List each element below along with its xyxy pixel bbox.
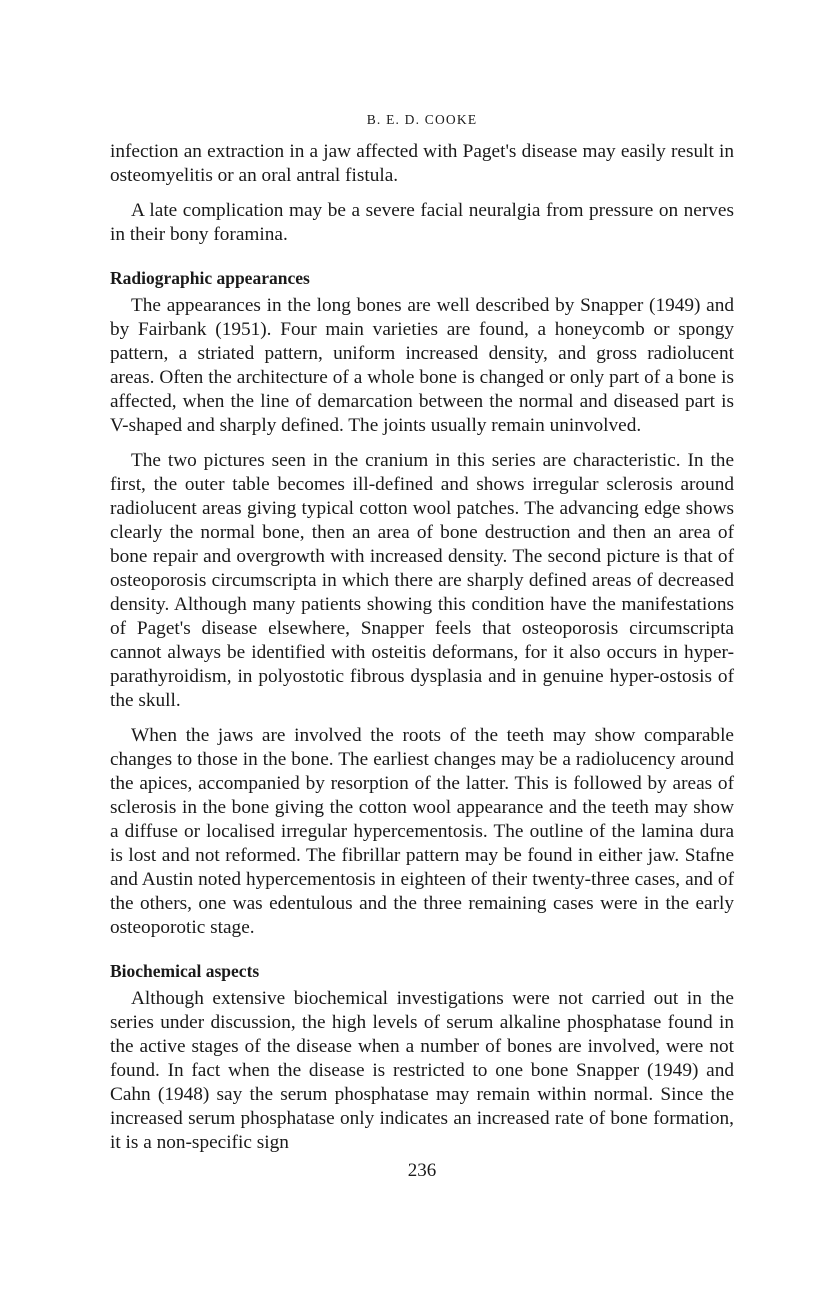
paragraph-biochemical: Although extensive biochemical investigations were not carried out in the series under discussion, the high levels of serum alkaline phosphatase found in the active stages of the disease when a number of bones are involved, were not found. In fact when the disease is restricted to one bone Snapper (1949) and Cahn (1948) say the serum phosphatase may remain within normal. Since the increased serum phosphatase only indicates an increased rate of bone formation, it is a non-specific sign — [110, 988, 734, 1153]
body-text — [110, 140, 734, 1166]
paragraph-jaws: When the jaws are involved the roots of the teeth may show comparable changes to those in the bone. The earliest changes may be a radiolucency around the apices, accompanied by resorption of the latter. This is followed by areas of sclerosis in the bone giving the cotton wool appearance and the teeth may show a diffuse or localised irregular hypercementosis. The outline of the lamina dura is lost and not reformed. The fibrillar pattern may be found in either jaw. Stafne and Austin noted hypercementosis in eighteen of their twenty-three cases, and of the others, one was edentulous and the three remaining cases were in the early osteoporotic stage. — [110, 725, 734, 938]
section-heading-biochemical: Biochemical aspects — [110, 961, 260, 981]
paragraph-continued: infection an extraction in a jaw affected with Paget's disease may easily result in osteomyelitis or an oral antral fistula. — [110, 141, 734, 186]
running-head-author: B. E. D. COOKE — [366, 112, 478, 127]
paragraph-cranium: The two pictures seen in the cranium in this series are characteristic. In the first, the outer table becomes ill-defined and shows irregular sclerosis around radiolucent areas giving typical cotton wool patches. The advancing edge shows clearly the normal bone, then an area of bone destruction and then an area of bone repair and overgrowth with increased density. The second picture is that of osteoporosis circumscripta in which there are sharply defined areas of decreased density. Although many patients showing this condition have the manifestations of Paget's disease elsewhere, Snapper feels that osteoporosis circumscripta cannot always be identified with osteitis deformans, for it also occurs in hyper-parathyroidism, in polyostotic fibrous dysplasia and in genuine hyper-ostosis of the skull. — [110, 450, 734, 711]
section-heading-radiographic: Radiographic appearances — [110, 268, 310, 288]
paragraph-late-complication: A late complication may be a severe facial neuralgia from pressure on nerves in their bony foramina. — [110, 200, 734, 245]
paragraph-long-bones: The appearances in the long bones are well described by Snapper (1949) and by Fairbank (1951). Four main varieties are found, a honeycomb or spongy pattern, a striated pattern, uniform increased density, and gross radiolucent areas. Often the architecture of a whole bone is changed or only part of a bone is affected, when the line of demarcation between the normal and diseased part is V-shaped and sharply defined. The joints usually remain uninvolved. — [110, 295, 734, 436]
page-number: 236 — [407, 1160, 437, 1181]
